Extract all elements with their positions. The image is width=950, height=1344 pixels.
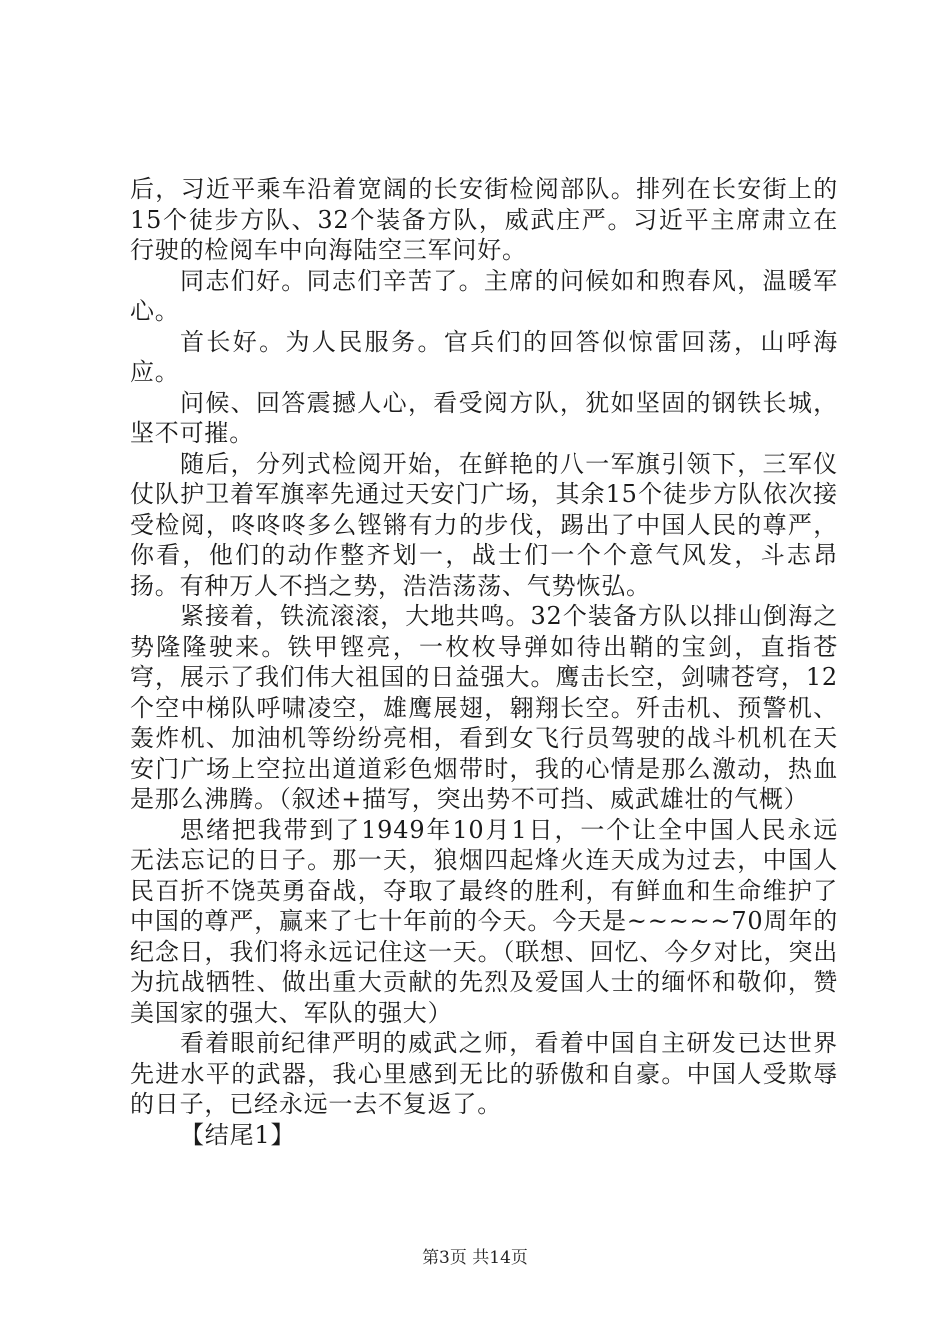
- paragraph: 首长好。为人民服务。官兵们的回答似惊雷回荡，山呼海应。: [130, 327, 838, 386]
- document-body: [130, 174, 838, 1150]
- section-heading: 【结尾1】: [180, 1120, 296, 1149]
- paragraph: 后，习近平乘车沿着宽阔的长安街检阅部队。排列在长安街上的15个徒步方队、32个装备方队，威武庄严。习近平主席肃立在行驶的检阅车中向海陆空三军问好。: [130, 175, 838, 264]
- page-footer: 第3页 共14页: [422, 1248, 528, 1268]
- paragraph: 随后，分列式检阅开始，在鲜艳的八一军旗引领下，三军仪仗队护卫着军旗率先通过天安门广场，其余15个徒步方队依次接受检阅，咚咚咚多么铿锵有力的步伐，踢出了中国人民的尊严，你看，他们的动作整齐划一，战士们一个个意气风发，斗志昂扬。有种万人不挡之势，浩浩荡荡、气势恢弘。: [130, 449, 838, 600]
- paragraph: 问候、回答震撼人心，看受阅方队，犹如坚固的钢铁长城，坚不可摧。: [130, 388, 838, 447]
- paragraph: 紧接着，铁流滚滚，大地共鸣。32个装备方队以排山倒海之势隆隆驶来。铁甲铿亮，一枚枚导弹如待出鞘的宝剑，直指苍穹，展示了我们伟大祖国的日益强大。鹰击长空，剑啸苍穹，12个空中梯队呼啸凌空，雄鹰展翅，翱翔长空。歼击机、预警机、轰炸机、加油机等纷纷亮相，看到女飞行员驾驶的战斗机机在天安门广场上空拉出道道彩色烟带时，我的心情是那么激动，热血是那么沸腾。（叙述+描写，突出势不可挡、威武雄壮的气概）: [130, 602, 838, 813]
- paragraph: 思绪把我带到了1949年10月1日，一个让全中国人民永远无法忘记的日子。那一天，狼烟四起烽火连天成为过去，中国人民百折不饶英勇奋战，夺取了最终的胜利，有鲜血和生命维护了中国的尊严，赢来了七十年前的今天。今天是~~~~~70周年的纪念日，我们将永远记住这一天。（联想、回忆、今夕对比，突出为抗战牺牲、做出重大贡献的先烈及爱国人士的缅怀和敬仰，赞美国家的强大、军队的强大）: [130, 815, 838, 1027]
- paragraph: 同志们好。同志们辛苦了。主席的问候如和煦春风，温暖军心。: [130, 266, 838, 325]
- paragraph: 看着眼前纪律严明的威武之师，看着中国自主研发已达世界先进水平的武器，我心里感到无比的骄傲和自豪。中国人受欺辱的日子，已经永远一去不复返了。: [130, 1029, 838, 1118]
